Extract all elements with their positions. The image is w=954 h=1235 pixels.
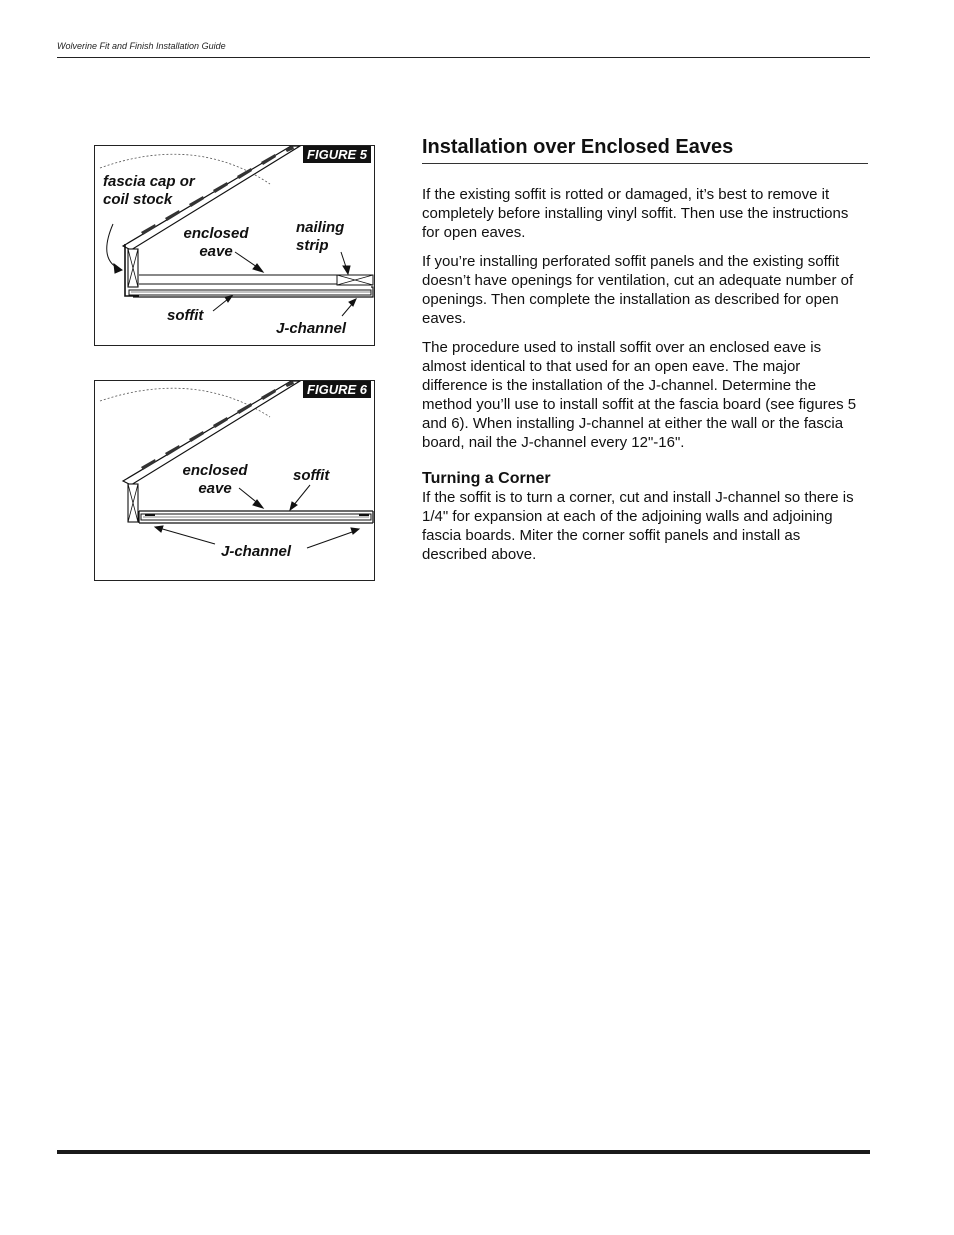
label-enclosed-eave [181, 225, 251, 261]
paragraph-4: If the soffit is to turn a corner, cut and install J-channel so there is 1/4" for expansion at each of the adjoining walls and adjoining fascia boards. Miter the corner soffit panels and install as described above. [422, 489, 854, 563]
label-nailing-strip-line2: strip [296, 237, 329, 254]
figure-5 [94, 145, 375, 346]
label-nailing-strip [296, 219, 344, 255]
paragraph-1: If the existing soffit is rotted or damaged, it’s best to remove it completely before installing vinyl soffit. Then use the instructions for open eaves. [422, 186, 849, 241]
label-fascia-cap [103, 173, 195, 209]
figure-5-tag: FIGURE 5 [303, 146, 371, 163]
label-fascia-cap-line1: fascia cap or [103, 173, 195, 190]
label-j-channel: J-channel [276, 320, 347, 337]
label-soffit: soffit [293, 467, 330, 484]
running-head: Wolverine Fit and Finish Installation Guide [57, 41, 226, 51]
footer-rule [57, 1150, 870, 1154]
paragraph-3: The procedure used to install soffit over an enclosed eave is almost identical to that used for an open eave. The major difference is the installation of the J-channel. Determine the method you’ll use to install soffit at the fascia board (see figures 5 and 6). When installing J-channel at either the wall or the fascia board, nail the J-channel every 12"-16". [422, 339, 857, 451]
label-enclosed-eave-line2: eave [198, 480, 232, 497]
installation-section [422, 134, 868, 574]
label-nailing-strip-line1: nailing [296, 219, 345, 236]
figure-6 [94, 380, 375, 581]
figure-6-tag: FIGURE 6 [303, 381, 371, 398]
label-enclosed-eave [180, 462, 250, 498]
paragraph-2: If you’re installing perforated soffit panels and the existing soffit doesn’t have openings for ventilation, cut an adequate number of openings. Then complete the installation as described for open eaves. [422, 253, 854, 327]
header-rule [57, 57, 870, 58]
section-title: Installation over Enclosed Eaves [422, 134, 868, 164]
label-soffit: soffit [167, 307, 204, 324]
label-fascia-cap-line2: coil stock [103, 191, 173, 208]
label-enclosed-eave-line1: enclosed [183, 225, 249, 242]
label-j-channel: J-channel [221, 543, 292, 560]
label-enclosed-eave-line1: enclosed [182, 462, 248, 479]
subheading-turning-corner: Turning a Corner [422, 470, 551, 487]
label-enclosed-eave-line2: eave [199, 243, 233, 260]
